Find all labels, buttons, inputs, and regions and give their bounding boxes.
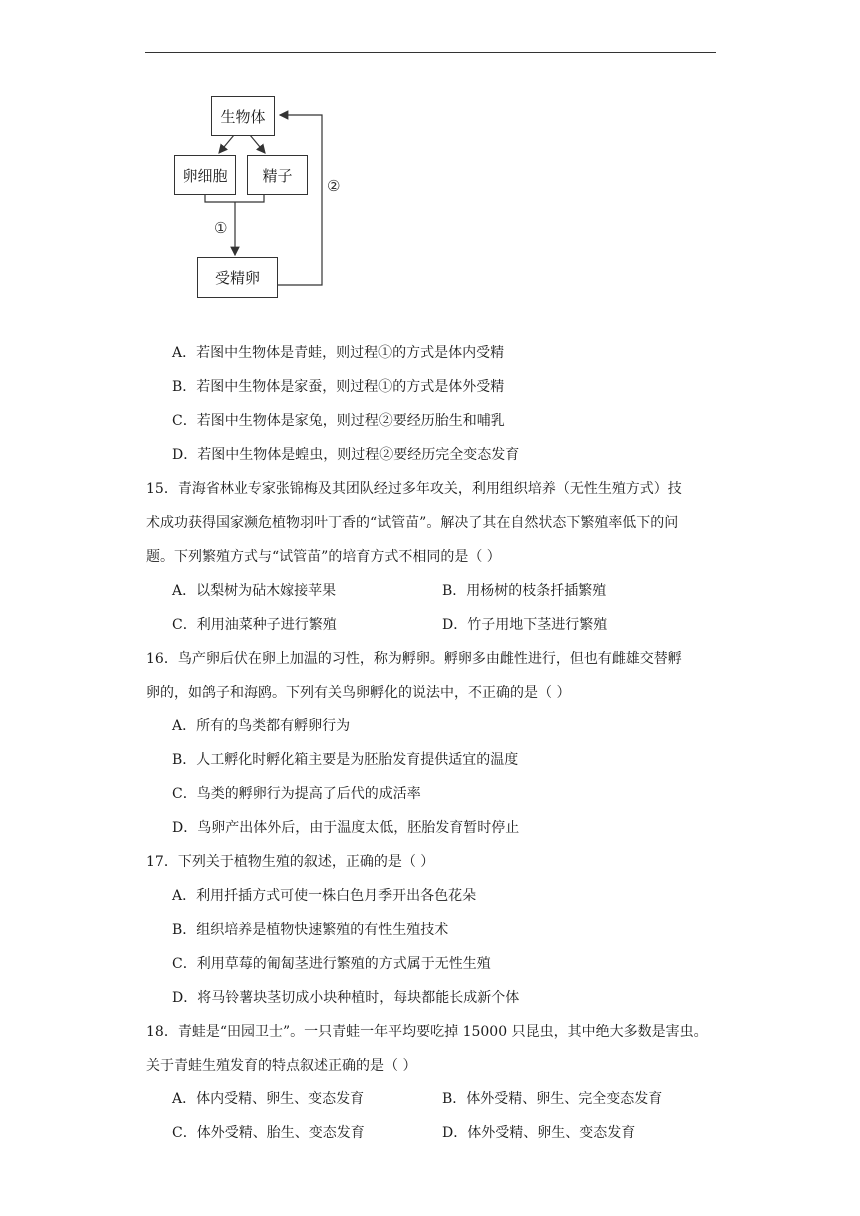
q18-stem-line-2: 关于青蛙生殖发育的特点叙述正确的是（ ） xyxy=(146,1058,417,1074)
q15-option-d: D．竹子用地下茎进行繁殖 xyxy=(442,617,608,633)
merge-bracket xyxy=(205,194,264,202)
q14-option-d: D．若图中生物体是蝗虫，则过程②要经历完全变态发育 xyxy=(172,447,520,463)
q14-option-c: C．若图中生物体是家兔，则过程②要经历胎生和哺乳 xyxy=(172,413,505,429)
q16-stem-line-2: 卵的，如鸽子和海鸥。下列有关鸟卵孵化的说法中，不正确的是（ ） xyxy=(146,685,571,701)
diagram-connectors xyxy=(0,0,860,320)
q16-option-c: C．鸟类的孵卵行为提高了后代的成活率 xyxy=(172,786,421,802)
box-organism: 生物体 xyxy=(211,96,275,136)
q18-option-c: C．体外受精、胎生、变态发育 xyxy=(172,1125,365,1141)
q14-option-a: A．若图中生物体是青蛙，则过程①的方式是体内受精 xyxy=(172,345,505,361)
q16-option-d: D．鸟卵产出体外后，由于温度太低，胚胎发育暂时停止 xyxy=(172,820,520,836)
q17-stem: 17．下列关于植物生殖的叙述，正确的是（ ） xyxy=(146,854,435,870)
q18-option-a: A．体内受精、卵生、变态发育 xyxy=(172,1091,365,1107)
q15-stem-line-2: 术成功获得国家濒危植物羽叶丁香的“试管苗”。解决了其在自然状态下繁殖率低下的问 xyxy=(146,515,679,531)
q17-option-b: B．组织培养是植物快速繁殖的有性生殖技术 xyxy=(172,922,449,938)
process-1-label: ① xyxy=(214,219,228,237)
arrow-zygote-to-organism xyxy=(277,115,322,285)
process-2-label: ② xyxy=(327,177,341,195)
q15-option-c: C．利用油菜种子进行繁殖 xyxy=(172,617,337,633)
q15-stem-line-3: 题。下列繁殖方式与“试管苗”的培育方式不相同的是（ ） xyxy=(146,549,501,565)
q15-stem-line-1: 15．青海省林业专家张锦梅及其团队经过多年攻关，利用组织培养（无性生殖方式）技 xyxy=(146,481,682,497)
arrow-organism-to-sperm xyxy=(250,135,265,153)
q18-option-b: B．体外受精、卵生、完全变态发育 xyxy=(442,1091,663,1107)
q18-option-d: D．体外受精、卵生、变态发育 xyxy=(442,1125,636,1141)
q16-stem-line-1: 16．鸟产卵后伏在卵上加温的习性，称为孵卵。孵卵多由雌性进行，但也有雌雄交替孵 xyxy=(146,651,682,667)
q15-option-b: B．用杨树的枝条扦插繁殖 xyxy=(442,583,607,599)
q17-option-d: D．将马铃薯块茎切成小块种植时，每块都能长成新个体 xyxy=(172,990,520,1006)
q15-option-a: A．以梨树为砧木嫁接苹果 xyxy=(172,583,337,599)
reproduction-diagram xyxy=(0,0,860,320)
box-sperm: 精子 xyxy=(247,155,308,195)
q14-option-b: B．若图中生物体是家蚕，则过程①的方式是体外受精 xyxy=(172,379,505,395)
q16-option-b: B．人工孵化时孵化箱主要是为胚胎发育提供适宜的温度 xyxy=(172,752,519,768)
q17-option-a: A．利用扦插方式可使一株白色月季开出各色花朵 xyxy=(172,888,477,904)
q16-option-a: A．所有的鸟类都有孵卵行为 xyxy=(172,718,351,734)
arrow-organism-to-egg xyxy=(219,135,234,153)
box-egg-cell: 卵细胞 xyxy=(174,155,236,195)
box-zygote: 受精卵 xyxy=(197,257,278,298)
q17-option-c: C．利用草莓的匍匐茎进行繁殖的方式属于无性生殖 xyxy=(172,956,491,972)
q18-stem-line-1: 18．青蛙是“田园卫士”。一只青蛙一年平均要吃掉 15000 只昆虫，其中绝大多数是害虫。 xyxy=(146,1024,708,1040)
